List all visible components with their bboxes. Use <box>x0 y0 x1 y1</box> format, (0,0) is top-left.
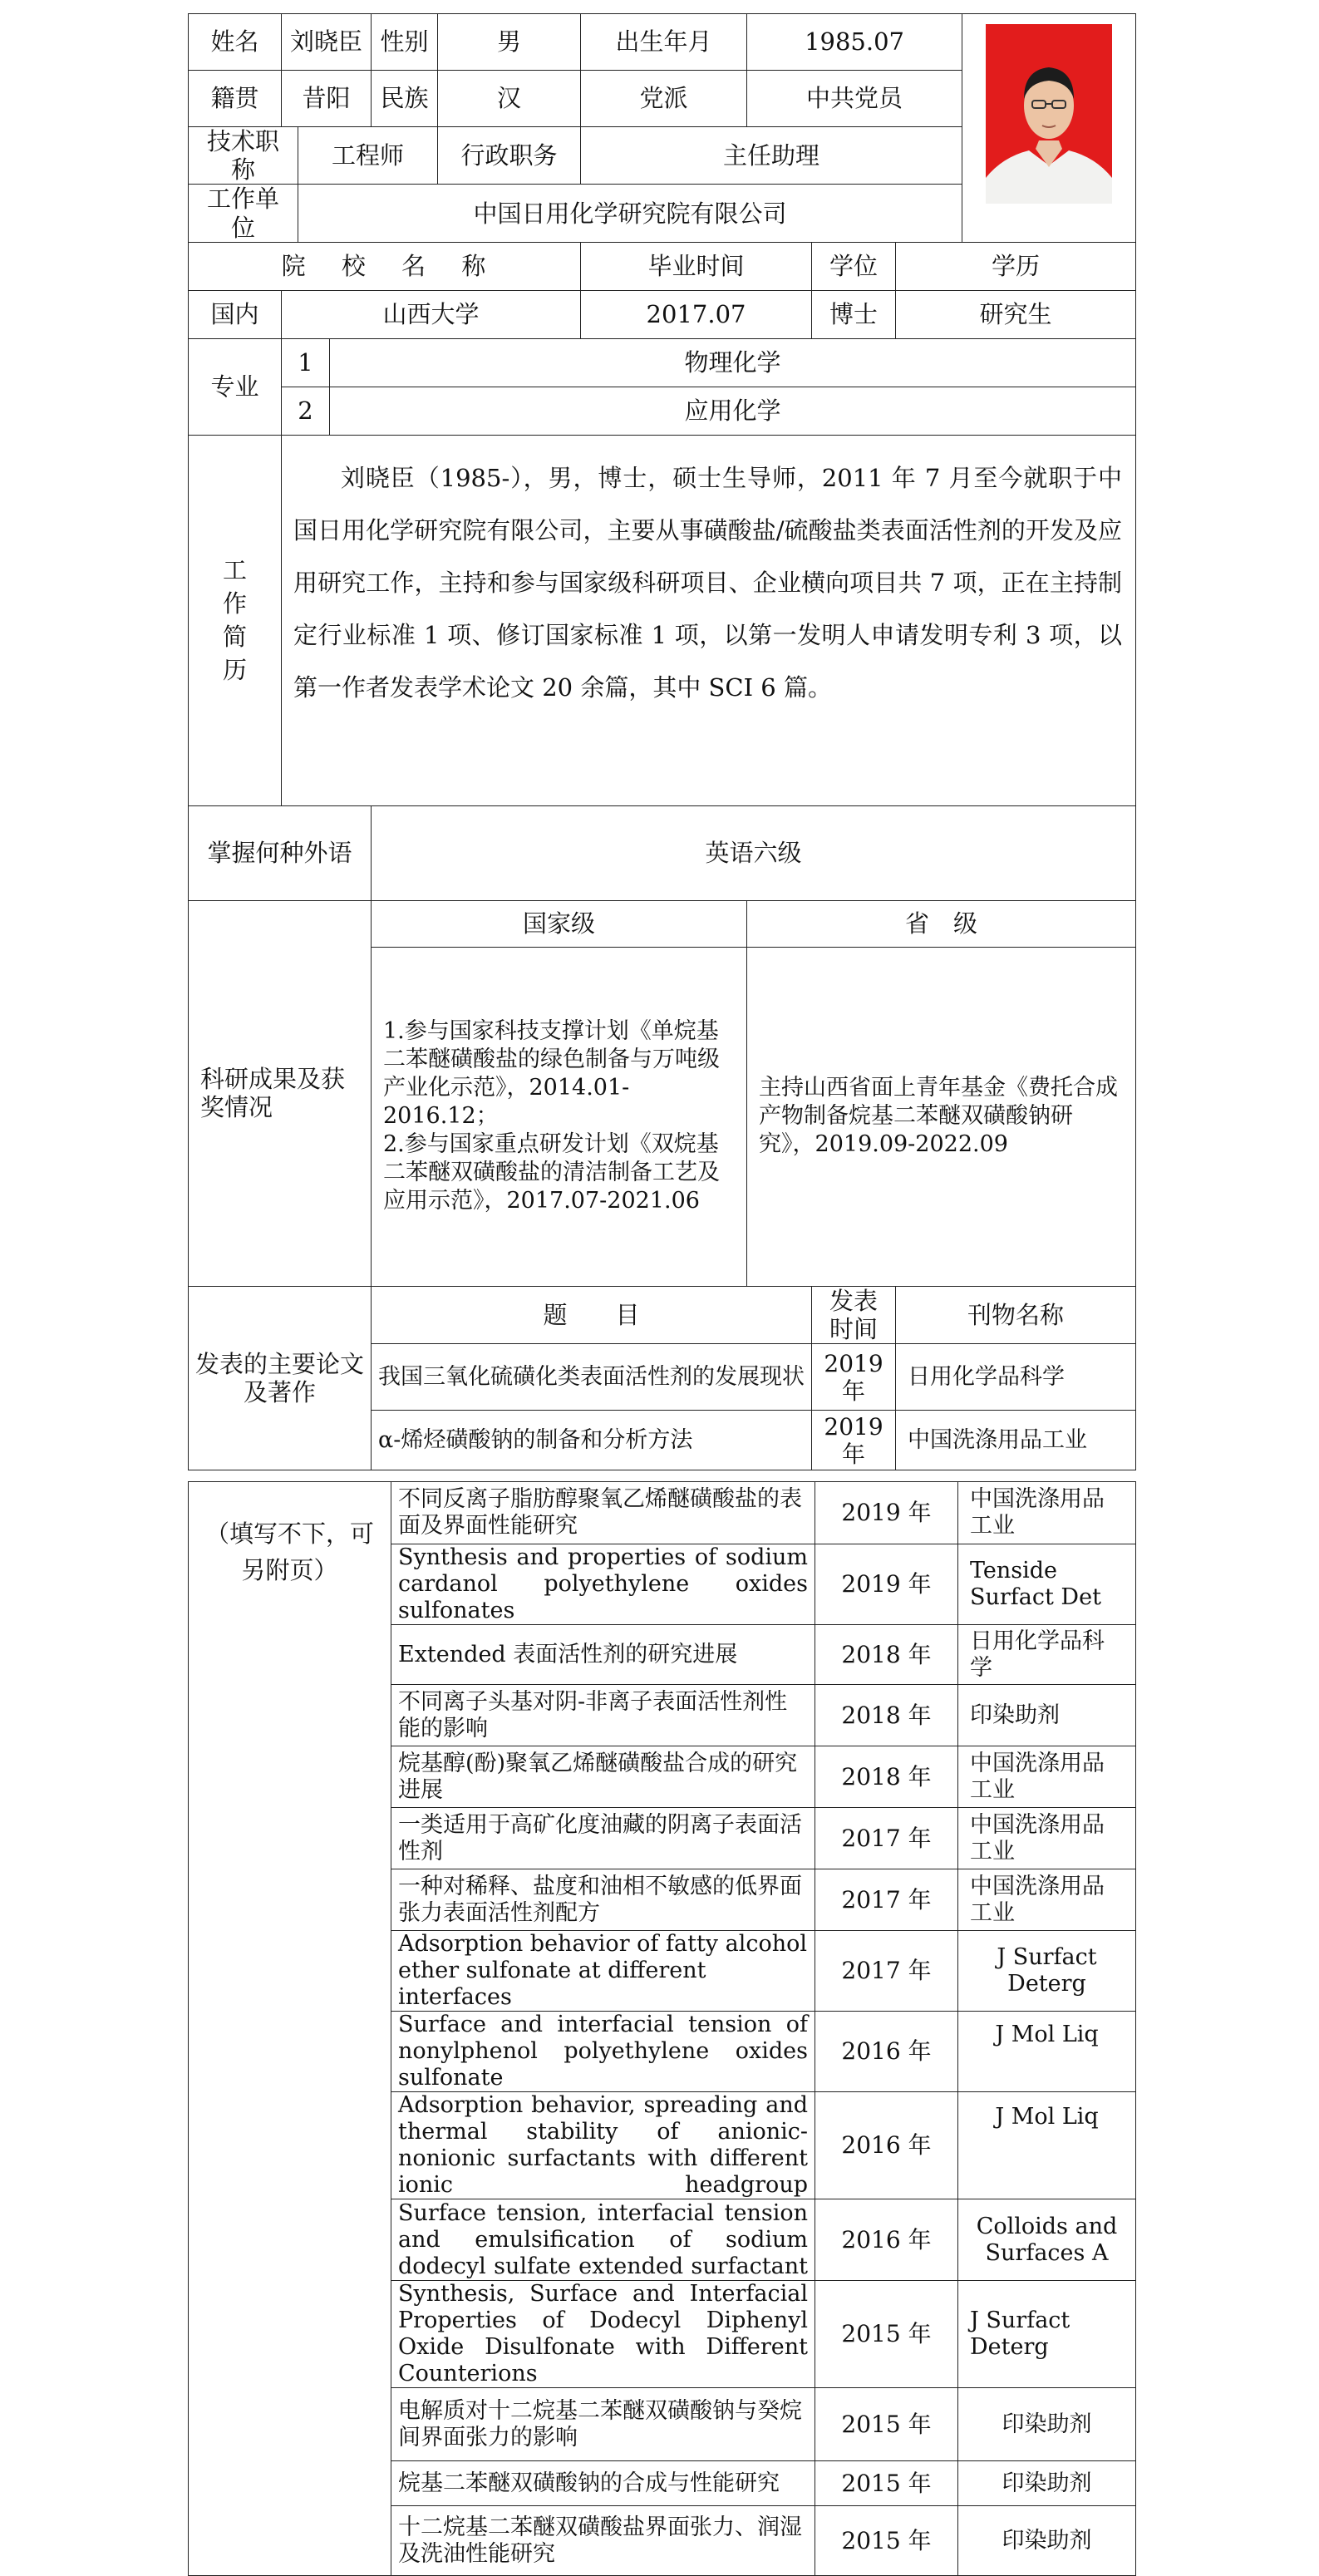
region-cell: 国内 <box>189 290 282 338</box>
employer-label: 工作单位 <box>189 185 298 242</box>
resume-label-char: 作 <box>222 589 247 618</box>
grad-time-value: 2017.07 <box>581 290 812 338</box>
portrait-icon <box>986 24 1112 204</box>
resume-label-char: 简 <box>222 623 247 652</box>
tech-title-label: 技术职称 <box>189 127 298 185</box>
paper-year: 2015 年 <box>815 2461 958 2506</box>
paper-title: α-烯烃磺酸钠的制备和分析方法 <box>372 1411 812 1470</box>
paper-journal: J Surfact Deterg <box>958 2281 1136 2388</box>
portrait-photo <box>986 24 1112 204</box>
paper-title: 烷基二苯醚双磺酸钠的合成与性能研究 <box>391 2461 815 2506</box>
paper-year: 2019 年 <box>812 1344 896 1411</box>
paper-year: 2017 年 <box>815 1808 958 1869</box>
native-value: 昔阳 <box>282 71 372 127</box>
degree-header: 学位 <box>812 242 896 290</box>
paper-journal: 印染助剂 <box>958 2388 1136 2461</box>
paper-journal: 日用化学品科学 <box>958 1625 1136 1685</box>
paper-title: 电解质对十二烷基二苯醚双磺酸钠与癸烷间界面张力的影响 <box>391 2388 815 2461</box>
paper-journal: J Mol Liq <box>958 2012 1136 2092</box>
paper-journal: 中国洗涤用品工业 <box>958 1808 1136 1869</box>
paper-title: 一种对稀释、盐度和油相不敏感的低界面张力表面活性剂配方 <box>391 1869 815 1931</box>
tech-title-value: 工程师 <box>298 127 438 185</box>
paper-year: 2016 年 <box>815 2012 958 2092</box>
resume-form-page2 <box>188 1481 1136 2576</box>
record-header: 学历 <box>896 242 1136 290</box>
record-value: 研究生 <box>896 290 1136 338</box>
ethnic-value: 汉 <box>438 71 581 127</box>
native-label: 籍贯 <box>189 71 282 127</box>
paper-title: Synthesis and properties of sodium cardanol polyethylene oxides sulfonates <box>391 1544 815 1625</box>
paper-journal: 印染助剂 <box>958 2461 1136 2506</box>
resume-label-char: 工 <box>222 556 247 585</box>
paper-year: 2017 年 <box>815 1869 958 1931</box>
resume-text <box>282 435 1136 805</box>
paper-year: 2016 年 <box>815 2092 958 2199</box>
paper-title: Surface and interfacial tension of nonylphenol polyethylene oxides sulfonate <box>391 2012 815 2092</box>
paper-year: 2015 年 <box>815 2388 958 2461</box>
papers-note: （填写不下，可另附页） <box>189 1482 391 2576</box>
paper-journal: Colloids and Surfaces A <box>958 2199 1136 2281</box>
major-label: 专业 <box>189 338 282 435</box>
paper-journal: 日用化学品科学 <box>896 1344 1136 1411</box>
paper-year: 2018 年 <box>815 1746 958 1808</box>
major-name: 应用化学 <box>330 387 1136 435</box>
paper-title: 不同反离子脂肪醇聚氧乙烯醚磺酸盐的表面及界面性能研究 <box>391 1482 815 1544</box>
paper-journal: 印染助剂 <box>958 2506 1136 2576</box>
school-value: 山西大学 <box>282 290 581 338</box>
admin-post-label: 行政职务 <box>438 127 581 185</box>
major-no: 2 <box>282 387 330 435</box>
name-value: 刘晓臣 <box>282 14 372 71</box>
language-label: 掌握何种外语 <box>189 805 372 900</box>
paper-journal: 中国洗涤用品工业 <box>958 1869 1136 1931</box>
paper-title: Extended 表面活性剂的研究进展 <box>391 1625 815 1685</box>
paper-title: 不同离子头基对阴-非离子表面活性剂性能的影响 <box>391 1685 815 1746</box>
gender-label: 性别 <box>372 14 438 71</box>
resume-label-char: 历 <box>222 656 247 685</box>
resume-form-page1 <box>188 13 1136 1470</box>
papers-label: 发表的主要论文及著作 <box>189 1286 372 1470</box>
school-header: 院 校 名 称 <box>189 242 581 290</box>
paper-year: 2015 年 <box>815 2281 958 2388</box>
grad-time-header: 毕业时间 <box>581 242 812 290</box>
paper-title-header: 题 目 <box>372 1286 812 1343</box>
name-label: 姓名 <box>189 14 282 71</box>
paper-title: Synthesis, Surface and Interfacial Properties of Dodecyl Diphenyl Oxide Disulfonate with Different Counterions <box>391 2281 815 2388</box>
degree-value: 博士 <box>812 290 896 338</box>
paper-journal: 中国洗涤用品工业 <box>958 1746 1136 1808</box>
photo-cell <box>962 14 1136 243</box>
major-no: 1 <box>282 338 330 387</box>
paper-year: 2019 年 <box>815 1482 958 1544</box>
paper-title: Adsorption behavior of fatty alcohol ether sulfonate at different interfaces <box>391 1931 815 2012</box>
paper-title: 十二烷基二苯醚双磺酸盐界面张力、润湿及洗油性能研究 <box>391 2506 815 2576</box>
achievements-label: 科研成果及获奖情况 <box>189 900 372 1286</box>
paper-year: 2018 年 <box>815 1685 958 1746</box>
paper-year: 2016 年 <box>815 2199 958 2281</box>
paper-journal: J Mol Liq <box>958 2092 1136 2199</box>
national-project-item: 2.参与国家重点研发计划《双烷基二苯醚双磺酸盐的清洁制备工艺及应用示范》，2017.07-2021.06 <box>383 1131 720 1214</box>
paper-journal: 中国洗涤用品工业 <box>896 1411 1136 1470</box>
paper-year: 2019 年 <box>812 1411 896 1470</box>
birth-value: 1985.07 <box>747 14 962 71</box>
paper-year: 2018 年 <box>815 1625 958 1685</box>
provincial-project: 主持山西省面上青年基金《费托合成产物制备烷基二苯醚双磺酸钠研究》，2019.09-2022.09 <box>747 947 1136 1286</box>
national-header: 国家级 <box>372 900 747 947</box>
paper-journal-header: 刊物名称 <box>896 1286 1136 1343</box>
national-projects <box>372 947 747 1286</box>
paper-year: 2017 年 <box>815 1931 958 2012</box>
admin-post-value: 主任助理 <box>581 127 962 185</box>
gender-value: 男 <box>438 14 581 71</box>
paper-title: Adsorption behavior, spreading and thermal stability of anionic-nonionic surfactants with different ionic headgroup <box>391 2092 815 2199</box>
paper-year: 2015 年 <box>815 2506 958 2576</box>
paper-year: 2019 年 <box>815 1544 958 1625</box>
birth-label: 出生年月 <box>581 14 747 71</box>
national-project-item: 1.参与国家科技支撑计划《单烷基二苯醚磺酸盐的绿色制备与万吨级产业化示范》，2014.01-2016.12； <box>383 1018 720 1130</box>
paper-title: 烷基醇(酚)聚氧乙烯醚磺酸盐合成的研究进展 <box>391 1746 815 1808</box>
paper-title: Surface tension, interfacial tension and emulsification of sodium dodecyl sulfate extended surfactant <box>391 2199 815 2281</box>
paper-title: 我国三氧化硫磺化类表面活性剂的发展现状 <box>372 1344 812 1411</box>
resume-label <box>189 435 282 805</box>
paper-journal: 印染助剂 <box>958 1685 1136 1746</box>
employer-value: 中国日用化学研究院有限公司 <box>298 185 962 242</box>
language-value: 英语六级 <box>372 805 1136 900</box>
ethnic-label: 民族 <box>372 71 438 127</box>
major-name: 物理化学 <box>330 338 1136 387</box>
paper-journal: Tenside Surfact Det <box>958 1544 1136 1625</box>
paper-title: 一类适用于高矿化度油藏的阴离子表面活性剂 <box>391 1808 815 1869</box>
party-value: 中共党员 <box>747 71 962 127</box>
paper-time-header: 发表时间 <box>812 1286 896 1343</box>
paper-journal: J Surfact Deterg <box>958 1931 1136 2012</box>
party-label: 党派 <box>581 71 747 127</box>
resume-paragraph: 刘晓臣（1985-），男，博士，硕士生导师，2011 年 7 月至今就职于中国日用化学研究院有限公司，主要从事磺酸盐/硫酸盐类表面活性剂的开发及应用研究工作，主持和参与国家级科研项目、企业横向项目共 7 项，正在主持制定行业标准 1 项、修订国家标准 1 项，以第一发明人申请发明专利 3 项，以第一作者发表学术论文 20 余篇，其中 SCI 6 篇。 <box>293 463 1123 702</box>
paper-journal: 中国洗涤用品工业 <box>958 1482 1136 1544</box>
provincial-header: 省 级 <box>747 900 1136 947</box>
